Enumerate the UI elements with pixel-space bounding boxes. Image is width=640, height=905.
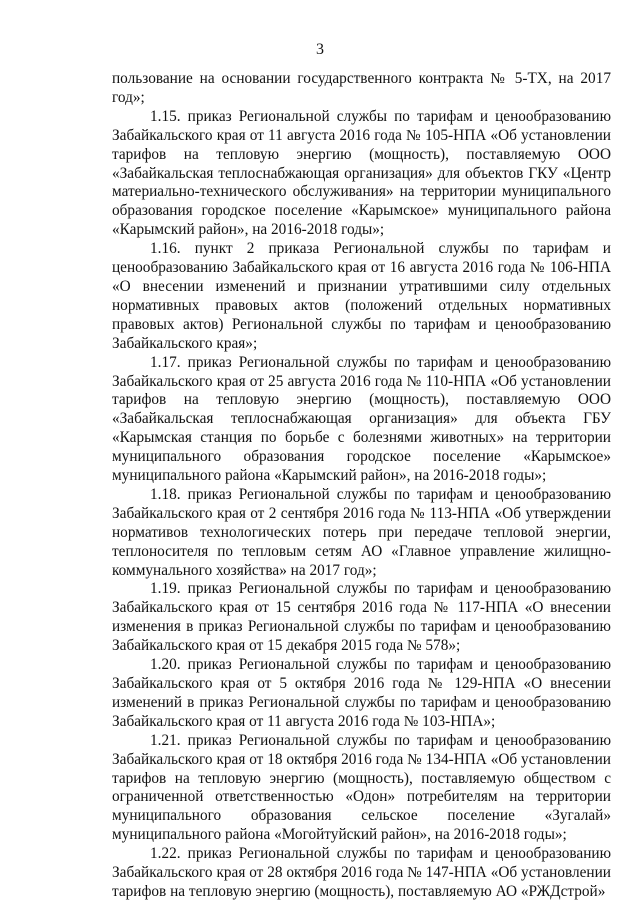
paragraph-item-1-21: 1.21. приказ Региональной службы по тарифам и ценообразованию Забайкальского края от 18 октября 2016 года № 134-НПА «Об установлении тарифов на тепловую энергию (мощность), поставляемую обществом с ограниченной ответственностью «Одон» потребителям на территории муниципального образования сельское поселение «Зугалай» муниципального района «Могойтуйский район», на 2016-2018 годы»;: [112, 731, 611, 844]
paragraph-item-1-16: 1.16. пункт 2 приказа Региональной службы по тарифам и ценообразованию Забайкальского края от 16 августа 2016 года № 106-НПА «О внесении изменений и признании утратившими силу отдельных нормативных правовых актов (положений отдельных нормативных правовых актов) Региональной службы по тарифам и ценообразованию Забайкальского края»;: [112, 240, 611, 352]
document-body: [112, 70, 611, 902]
page-number: 3: [316, 41, 324, 58]
paragraph-item-1-15: 1.15. приказ Региональной службы по тарифам и ценообразованию Забайкальского края от 11 августа 2016 года № 105-НПА «Об установлении тарифов на тепловую энергию (мощность), поставляемую ООО «Забайкальская теплоснабжающая организация» для объектов ГКУ «Центр материально-технического обслуживания» на территории муниципального образования городское поселение «Карымское» муниципального района «Карымский район», на 2016-2018 годы»;: [112, 107, 611, 239]
paragraph-item-1-22: 1.22. приказ Региональной службы по тарифам и ценообразованию Забайкальского края от 28 октября 2016 года № 147-НПА «Об установлении тарифов на тепловую энергию (мощность), поставляемую АО «РЖДстрой»: [112, 845, 611, 900]
paragraph-item-1-18: 1.18. приказ Региональной службы по тарифам и ценообразованию Забайкальского края от 2 сентября 2016 года № 113-НПА «Об утверждении нормативов технологических потерь при передаче тепловой энергии, теплоносителя по тепловым сетям АО «Главное управление жилищно-коммунального хозяйства» на 2017 год»;: [112, 485, 611, 579]
paragraph-item-1-20: 1.20. приказ Региональной службы по тарифам и ценообразованию Забайкальского края от 5 октября 2016 года № 129-НПА «О внесении изменений в приказ Региональной службы по тарифам и ценообразованию Забайкальского края от 11 августа 2016 года № 103-НПА»;: [112, 656, 611, 730]
paragraph-item-1-19: 1.19. приказ Региональной службы по тарифам и ценообразованию Забайкальского края от 15 сентября 2016 года № 117-НПА «О внесении изменения в приказ Региональной службы по тарифам и ценообразованию Забайкальского края от 15 декабря 2015 года № 578»;: [112, 580, 611, 655]
paragraph-item-1-17: 1.17. приказ Региональной службы по тарифам и ценообразованию Забайкальского края от 25 августа 2016 года № 110-НПА «Об установлении тарифов на тепловую энергию (мощность), поставляемую ООО «Забайкальская теплоснабжающая организация» для объекта ГБУ «Карымская станция по борьбе с болезнями животных» на территории муниципального образования городское поселение «Карымское» муниципального района «Карымский район», на 2016-2018 годы»;: [112, 353, 611, 485]
paragraph-continuation: пользование на основании государственного контракта № 5-ТХ, на 2017 год»;: [112, 70, 611, 106]
